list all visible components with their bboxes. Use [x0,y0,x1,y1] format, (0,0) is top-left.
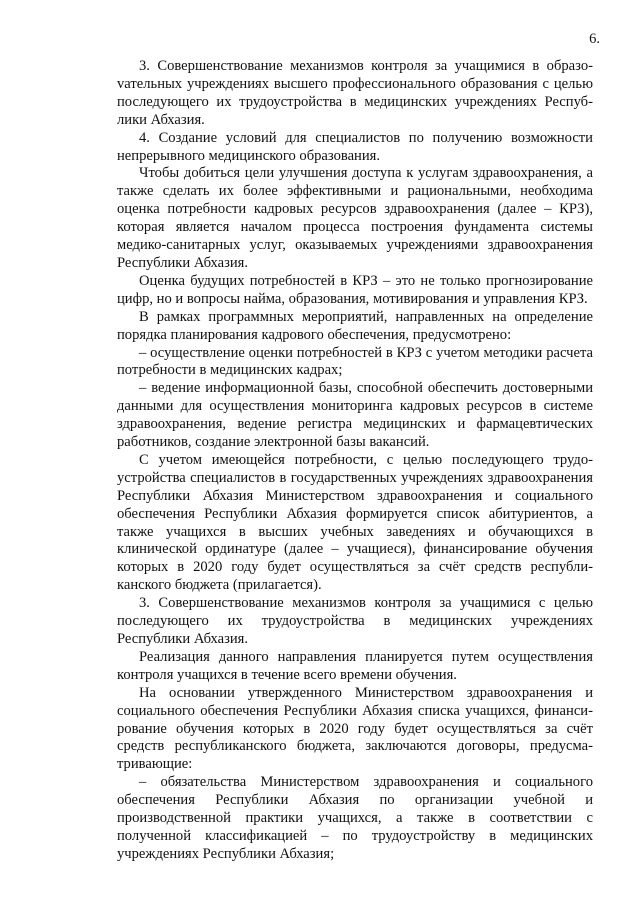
paragraph-item-3-control: 3. Совершенствование механизмов контроля за учащимися с целью последующего их трудоустройства в медицинских учреждениях Республики Абхазия. [117,595,593,647]
page-number: 6. [589,31,600,47]
list-item-obligations: – обязательства Министерством здравоохранения и социального обеспечения Республики Абхазия по организации учебной и производственной практики учащихся, а также в соответствии с полученной классификацией – по трудоустройству в медицинских учреждениях Республики Абхазия; [117,774,593,862]
paragraph-program-measures: В рамках программных мероприятий, направленных на определение порядка планирования кадрового обеспечения, предусмотрено: [117,308,593,343]
list-item-assessment: – осуществление оценки потребностей в КРЗ с учетом методики расчета потребности в медицинских кадрах; [117,344,593,379]
paragraph-implementation: Реализация данного направления планируется путем осуществления контроля учащихся в течение всего времени обучения. [117,648,593,683]
paragraph-future-needs: Оценка будущих потребностей в КРЗ – это не только прогнозирование цифр, но и вопросы найма, образования, мотивирования и управления КРЗ. [117,272,593,307]
paragraph-item-4: 4. Создание условий для специалистов по получению возможности непрерывного медицинского образования. [117,129,593,164]
paragraph-item-3: 3. Совершенствование механизмов контроля за учащимися в образоvательных учреждениях высшего профессионального образования с целью последующего их трудоустройства в медицинских учреждениях Республики Абхазия. [117,58,593,128]
paragraph-krz-assessment: Чтобы добиться цели улучшения доступа к услугам здравоохранения, а также сделать их более эффективными и рациональными, необходима оценка потребности кадровых ресурсов здравоохранения (далее – КРЗ), которая является началом процесса построения фундамента системы медико-санитарных услуг, оказываемых учреждениями здравоохранения Республики Абхазия. [117,165,593,271]
document-body [117,58,593,864]
list-item-database: – ведение информационной базы, способной обеспечить достоверными данными для осуществления мониторинга кадровых ресурсов в системе здравоохранения, ведение регистра медицинских и фармацевтических работников, создание электронной базы вакансий. [117,380,593,451]
paragraph-contracts: На основании утвержденного Министерством здравоохранения и социального обеспечения Республики Абхазия списка учащихся, финансирование обучения которых в 2020 году будет осуществляться за счёт средств республиканского бюджета, заключаются договоры, предусматривающие: [117,684,593,773]
paragraph-applicants-list: С учетом имеющейся потребности, с целью последующего трудоустройства специалистов в государственных учреждениях здравоохранения Республики Абхазия Министерством здравоохранения и социального обеспечения Республики Абхазия формируется список абитуриентов, а также учащихся в высших учебных заведениях и обучающихся в клинической ординатуре (далее – учащиеся), финансирование обучения которых в 2020 году будет осуществляться за счёт средств республиканского бюджета (прилагается). [117,451,593,594]
